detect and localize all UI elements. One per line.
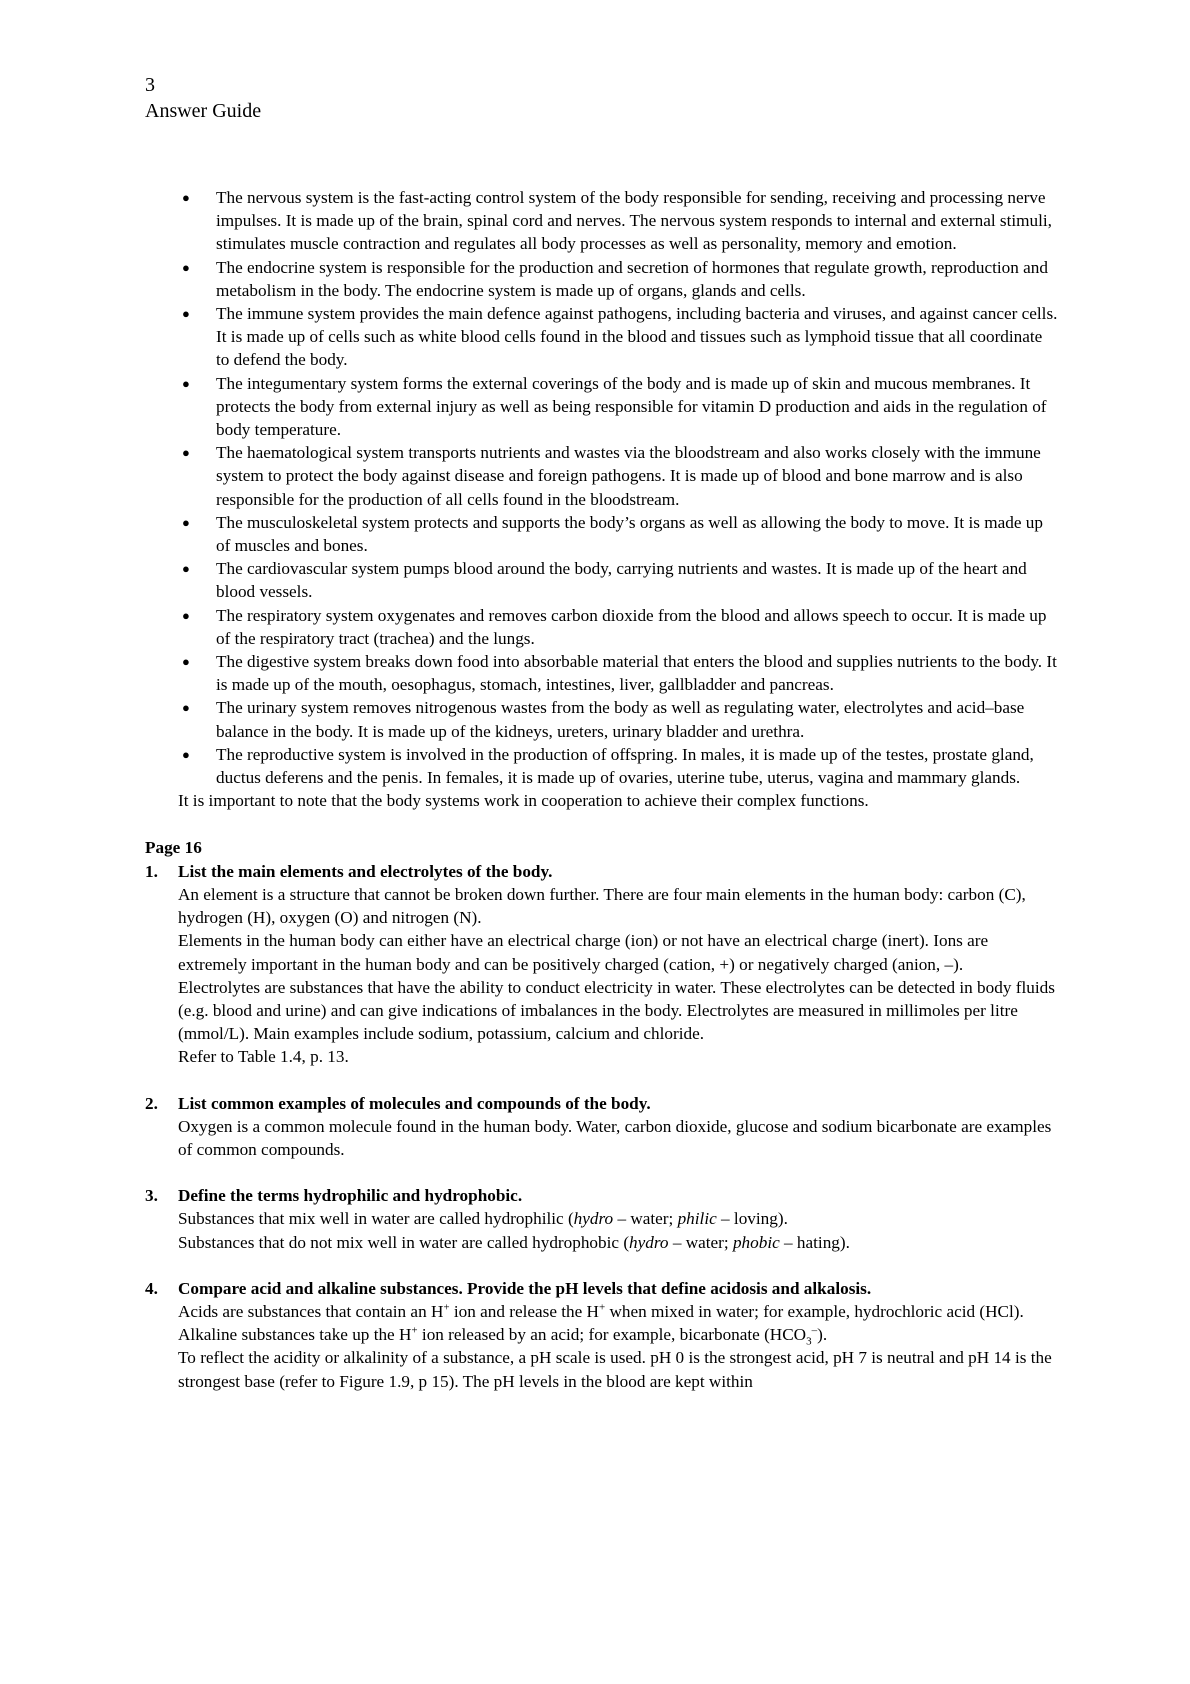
answer-paragraph: Refer to Table 1.4, p. 13. xyxy=(178,1047,349,1067)
question-number: 2. xyxy=(145,1093,158,1113)
bullet-icon: ● xyxy=(182,259,190,275)
answer-body xyxy=(178,1207,1058,1253)
answer-body xyxy=(178,1300,1058,1393)
bullet-icon: ● xyxy=(182,514,190,530)
question-title: List common examples of molecules and compounds of the body. xyxy=(178,1093,651,1113)
list-item: ● The immune system provides the main defence against pathogens, including bacteria and viruses, and against cancer cells. It is made up of cells such as white blood cells found in the blood and tissues such as lymphoid tissue that all coordinate to defend the body. xyxy=(182,304,1058,370)
question-number: 4. xyxy=(145,1278,158,1298)
body-systems-list xyxy=(178,186,1058,789)
list-item: ● The haematological system transports nutrients and wastes via the bloodstream and also works closely with the immune system to protect the body against disease and foreign pathogens. It is made up of blood and bone marrow and is also responsible for the production of all cells found in the bloodstream. xyxy=(182,443,1041,509)
bullet-icon: ● xyxy=(182,746,190,762)
bullet-icon: ● xyxy=(182,445,190,461)
question-number: 3. xyxy=(145,1186,158,1206)
question-2 xyxy=(145,1092,1058,1162)
question-title: List the main elements and electrolytes of the body. xyxy=(178,861,553,881)
bullet-icon: ● xyxy=(182,306,190,322)
list-item: ● The integumentary system forms the external coverings of the body and is made up of skin and mucous membranes. It protects the body from external injury as well as being responsible for vitamin D production and aids in the regulation of body temperature. xyxy=(182,373,1047,440)
page-heading: Page 16 xyxy=(145,838,202,858)
list-item: ● The cardiovascular system pumps blood around the body, carrying nutrients and wastes. It is made up of the heart and blood vessels. xyxy=(182,559,1027,602)
answer-paragraph: Substances that mix well in water are called hydrophilic (hydro – water; philic – loving). xyxy=(178,1209,788,1229)
list-item: ● The digestive system breaks down food into absorbable material that enters the blood and supplies nutrients to the body. It is made up of the mouth, oesophagus, stomach, intestines, liver, gallbladder and pancreas. xyxy=(182,652,1057,695)
list-item: ● The musculoskeletal system protects and supports the body’s organs as well as allowing the body to move. It is made up of muscles and bones. xyxy=(182,512,1043,556)
list-item: ● The urinary system removes nitrogenous wastes from the body as well as regulating water, electrolytes and acid–base balance in the body. It is made up of the kidneys, ureters, urinary bladder and urethra. xyxy=(182,698,1025,741)
list-item: ● The reproductive system is involved in the production of offspring. In males, it is made up of the testes, prostate gland, ductus deferens and the penis. In females, it is made up of ovaries, uterine tube, uterus, vagina and mammary glands. xyxy=(182,744,1034,788)
systems-note: It is important to note that the body systems work in cooperation to achieve their complex functions. xyxy=(178,791,869,811)
question-number: 1. xyxy=(145,861,158,881)
bullet-icon: ● xyxy=(182,375,190,391)
question-title: Compare acid and alkaline substances. Provide the pH levels that define acidosis and alkalosis. xyxy=(178,1278,872,1298)
answer-paragraph: Elements in the human body can either have an electrical charge (ion) or not have an electrical charge (inert). Ions are extremely important in the human body and can be positively charged (cation, +) or negatively charged (anion, –). xyxy=(178,931,989,974)
answer-body xyxy=(178,1115,1058,1161)
bullet-icon: ● xyxy=(182,700,190,716)
answer-paragraph: An element is a structure that cannot be broken down further. There are four main elements in the human body: carbon (C), hydrogen (H), oxygen (O) and nitrogen (N). xyxy=(178,884,1026,928)
answer-paragraph: Substances that do not mix well in water are called hydrophobic (hydro – water; phobic – hating). xyxy=(178,1232,850,1252)
answer-body xyxy=(178,883,1058,1069)
list-item: ● The endocrine system is responsible for the production and secretion of hormones that regulate growth, reproduction and metabolism in the body. The endocrine system is made up of organs, glands and cells. xyxy=(182,257,1048,300)
document-body xyxy=(145,186,1058,1393)
answer-paragraph: Electrolytes are substances that have the ability to conduct electricity in water. These electrolytes can be detected in body fluids (e.g. blood and urine) and can give indications of imbalances in the body. Electrolytes are measured in millimoles per litre (mmol/L). Main examples include sodium, potassium, calcium and chloride. xyxy=(178,977,1055,1044)
page-number: 3 xyxy=(145,74,155,96)
bullet-icon: ● xyxy=(182,561,190,577)
answer-paragraph: Oxygen is a common molecule found in the human body. Water, carbon dioxide, glucose and sodium bicarbonate are examples of common compounds. xyxy=(178,1116,1052,1159)
bullet-icon: ● xyxy=(182,607,190,623)
answer-paragraph: To reflect the acidity or alkalinity of a substance, a pH scale is used. pH 0 is the strongest acid, pH 7 is neutral and pH 14 is the strongest base (refer to Figure 1.9, p 15). The pH levels in the blood are kept within xyxy=(178,1348,1052,1391)
header-title: Answer Guide xyxy=(145,100,262,122)
question-4 xyxy=(145,1277,1058,1393)
list-item: ● The respiratory system oxygenates and removes carbon dioxide from the blood and allows speech to occur. It is made up of the respiratory tract (trachea) and the lungs. xyxy=(182,605,1047,648)
bullet-icon: ● xyxy=(182,654,190,670)
question-3 xyxy=(145,1184,1058,1254)
question-1 xyxy=(145,860,1058,1069)
question-title: Define the terms hydrophilic and hydrophobic. xyxy=(178,1186,523,1206)
bullet-icon: ● xyxy=(182,190,190,205)
answer-paragraph: Acids are substances that contain an H+ ion and release the H+ when mixed in water; for example, hydrochloric acid (HCl). Alkaline substances take up the H+ ion released by an acid; for example, bicarbonate $(HCO_3^-)$. xyxy=(178,1301,1024,1348)
list-item: ● The nervous system is the fast-acting control system of the body responsible for sending, receiving and processing nerve impulses. It is made up of the brain, spinal cord and nerves. The nervous system responds to internal and external stimuli, stimulates muscle contraction and regulates all body processes as well as personality, memory and emotion. xyxy=(182,188,1052,254)
page-header xyxy=(145,72,261,124)
